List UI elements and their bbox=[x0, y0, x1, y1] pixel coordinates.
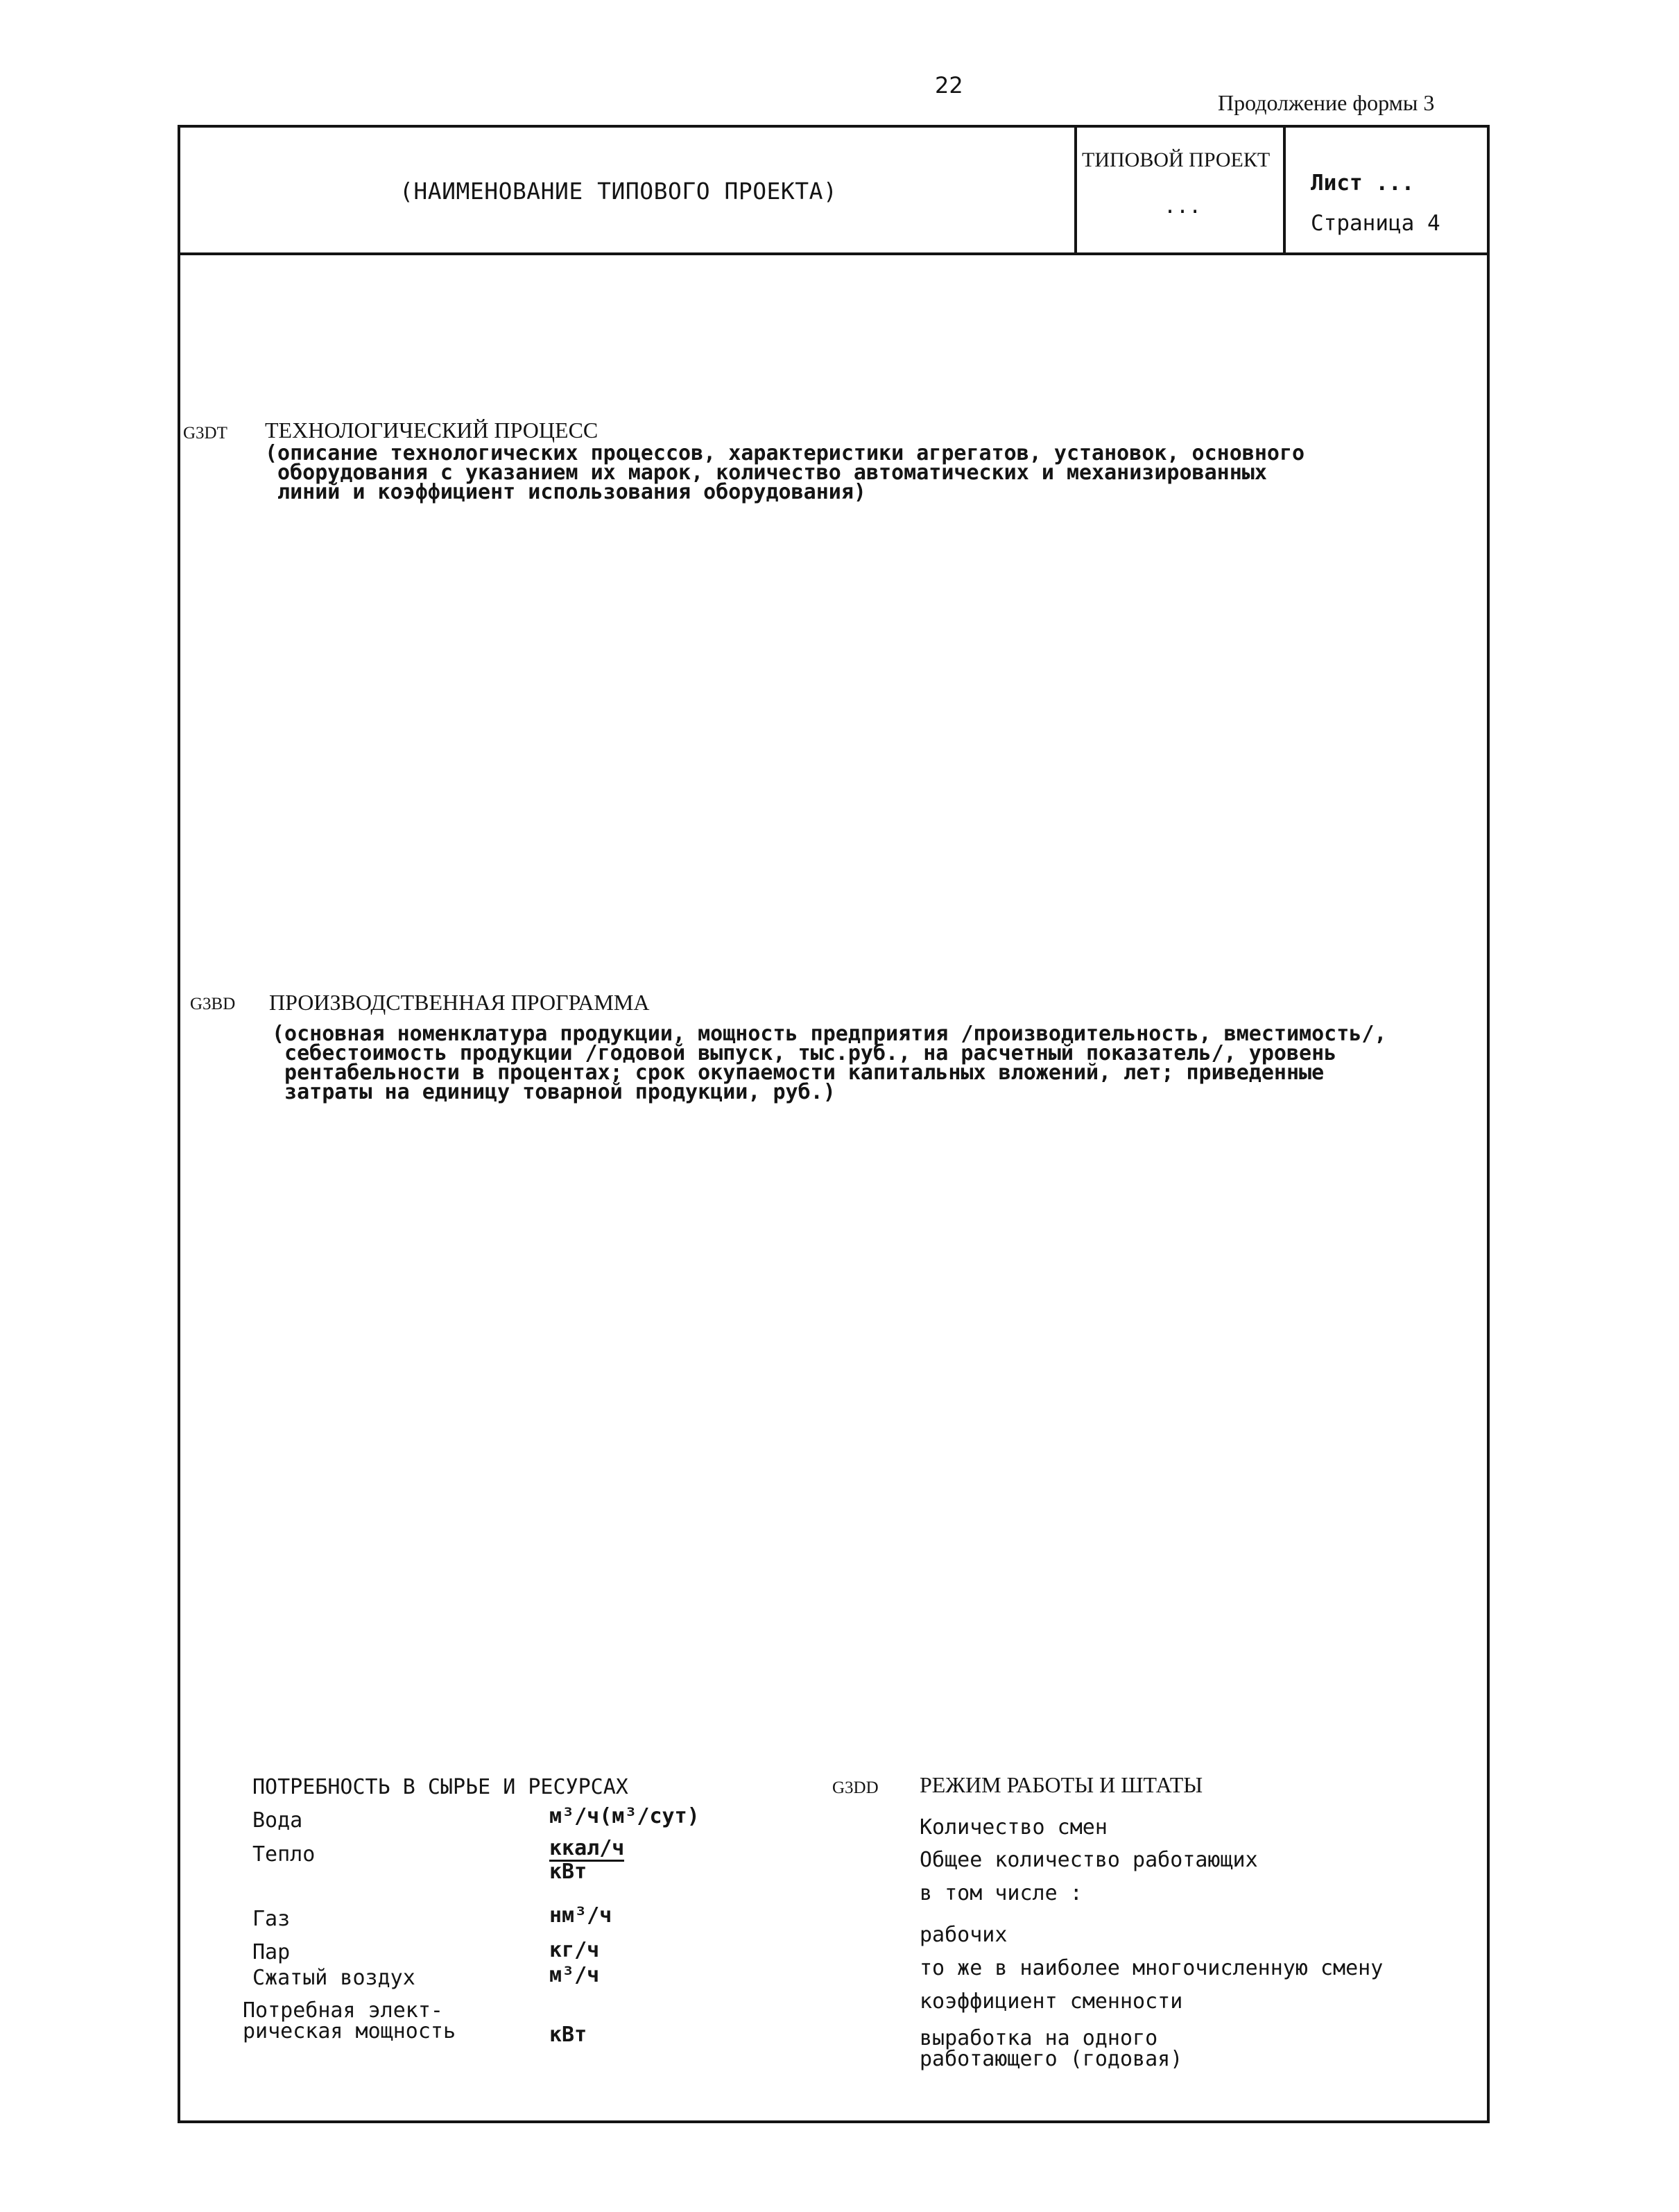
header-bottom-rule bbox=[180, 252, 1487, 255]
typical-project-label: ТИПОВОЙ ПРОЕКТ bbox=[1082, 148, 1271, 171]
resources-title: ПОТРЕБНОСТЬ В СЫРЬЕ И РЕСУРСАХ bbox=[252, 1775, 628, 1799]
work-mode-output: выработка на одного работающего (годовая) bbox=[920, 2026, 1183, 2071]
production-program-code: G3BD bbox=[190, 995, 236, 1013]
resource-steam-unit: кг/ч bbox=[549, 1938, 600, 1962]
continuation-note: Продолжение формы 3 bbox=[1218, 90, 1435, 115]
resource-gas-name: Газ bbox=[252, 1907, 291, 1931]
resource-water-unit: м³/ч(м³/сут) bbox=[549, 1804, 700, 1828]
header-divider-1 bbox=[1074, 128, 1077, 254]
page-label: Страница 4 bbox=[1311, 211, 1440, 236]
resource-air-unit: м³/ч bbox=[549, 1963, 600, 1987]
work-mode-workers: рабочих bbox=[920, 1923, 1008, 1947]
work-mode-total-workers: Общее количество работающих bbox=[920, 1848, 1258, 1872]
work-mode-shift-coefficient: коэффициент сменности bbox=[920, 1989, 1183, 2014]
form-frame bbox=[178, 125, 1490, 2123]
work-mode-largest-shift: то же в наиболее многочисленную смену bbox=[920, 1956, 1384, 1980]
resource-steam-name: Пар bbox=[252, 1940, 291, 1964]
tech-process-description: (описание технологических процессов, характеристики агрегатов, установок, основного оборудования с указанием их марок, количество автоматических и механизированных линий и коэффициент использования оборудования) bbox=[265, 441, 1305, 504]
typical-project-value: ... bbox=[1164, 194, 1202, 218]
project-name-label: (НАИМЕНОВАНИЕ ТИПОВОГО ПРОЕКТА) bbox=[399, 178, 838, 205]
production-program-title: ПРОИЗВОДСТВЕННАЯ ПРОГРАММА bbox=[269, 990, 650, 1015]
production-program-description: (основная номенклатура продукции, мощность предприятия /производительность, вместимость/, себестоимость продукции /годовой выпуск, тыс.руб., на расчетный показатель/, уровень рентабельности в процентах; срок окупаемости капитальных вложений, лет; приведенные затраты на единицу товарной продукции, руб.) bbox=[272, 1022, 1387, 1104]
resource-air-name: Сжатый воздух bbox=[252, 1966, 415, 1990]
sheet-label: Лист ... bbox=[1311, 171, 1415, 196]
resource-gas-unit: нм³/ч bbox=[549, 1903, 612, 1928]
tech-process-title: ТЕХНОЛОГИЧЕСКИЙ ПРОЦЕСС bbox=[265, 418, 599, 443]
resource-heat-unit: ккал/ч кВт bbox=[549, 1836, 625, 1884]
header-divider-2 bbox=[1283, 128, 1286, 254]
work-mode-code: G3DD bbox=[832, 1778, 879, 1797]
resource-power-unit: кВт bbox=[549, 2023, 587, 2047]
resource-water-name: Вода bbox=[252, 1808, 303, 1833]
resource-heat-name: Тепло bbox=[252, 1842, 316, 1867]
resource-power-name: Потребная элект- рическая мощность bbox=[243, 1998, 456, 2043]
page-number: 22 bbox=[935, 72, 963, 98]
work-mode-including: в том числе : bbox=[920, 1881, 1083, 1905]
work-mode-title: РЕЖИМ РАБОТЫ И ШТАТЫ bbox=[920, 1772, 1203, 1797]
work-mode-shifts: Количество смен bbox=[920, 1815, 1108, 1840]
tech-process-code: G3DT bbox=[183, 424, 227, 443]
